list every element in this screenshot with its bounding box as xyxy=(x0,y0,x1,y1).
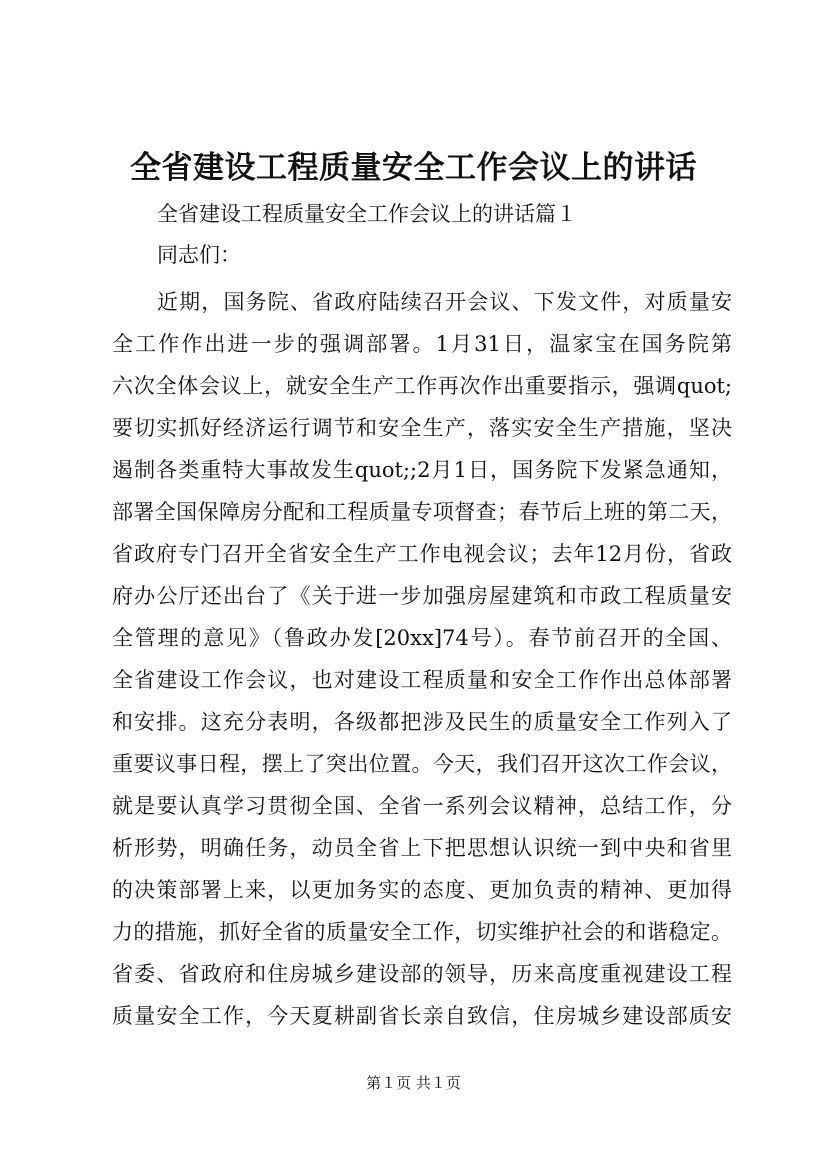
body-line: 部署全国保障房分配和工程质量专项督查；春节后上班的第二天， xyxy=(112,500,732,524)
body-line: 质量安全工作，今天夏耕副省长亲自致信，住房城乡建设部质安 xyxy=(112,1004,732,1028)
body-line: 省政府专门召开全省安全生产工作电视会议；去年12月份，省政 xyxy=(112,542,732,566)
body-text xyxy=(112,281,732,1037)
body-line: 和安排。这充分表明，各级都把涉及民生的质量安全工作列入了 xyxy=(112,710,732,734)
body-line: 重要议事日程，摆上了突出位置。今天，我们召开这次工作会议， xyxy=(112,752,732,776)
page-footer: 第１页 共１页 xyxy=(366,1074,461,1092)
body-line: 府办公厅还出台了《关于进一步加强房屋建筑和市政工程质量安 xyxy=(112,584,732,608)
body-line: 要切实抓好经济运行调节和安全生产，落实安全生产措施，坚决 xyxy=(112,416,732,440)
body-line: 全管理的意见》（鲁政办发[20xx]74号）。春节前召开的全国、 xyxy=(112,626,732,650)
body-line: 遏制各类重特大事故发生quot;;2月1日，国务院下发紧急通知， xyxy=(112,458,732,482)
body-line: 析形势，明确任务，动员全省上下把思想认识统一到中央和省里 xyxy=(112,836,732,860)
document-title: 全省建设工程质量安全工作会议上的讲话 xyxy=(130,150,697,186)
body-line: 近期，国务院、省政府陆续召开会议、下发文件，对质量安 xyxy=(157,290,732,314)
body-line: 六次全体会议上，就安全生产工作再次作出重要指示，强调quot; xyxy=(112,374,732,398)
body-line: 全省建设工作会议，也对建设工程质量和安全工作作出总体部署 xyxy=(112,668,732,692)
salutation: 同志们： xyxy=(157,243,241,267)
body-line: 省委、省政府和住房城乡建设部的领导，历来高度重视建设工程 xyxy=(112,962,732,986)
document-subtitle: 全省建设工程质量安全工作会议上的讲话篇１ xyxy=(157,202,577,226)
body-line: 全工作作出进一步的强调部署。1月31日，温家宝在国务院第 xyxy=(112,332,732,356)
body-line: 的决策部署上来，以更加务实的态度、更加负责的精神、更加得 xyxy=(112,878,732,902)
body-line: 就是要认真学习贯彻全国、全省一系列会议精神，总结工作，分 xyxy=(112,794,732,818)
body-line: 力的措施，抓好全省的质量安全工作，切实维护社会的和谐稳定。 xyxy=(112,920,732,944)
